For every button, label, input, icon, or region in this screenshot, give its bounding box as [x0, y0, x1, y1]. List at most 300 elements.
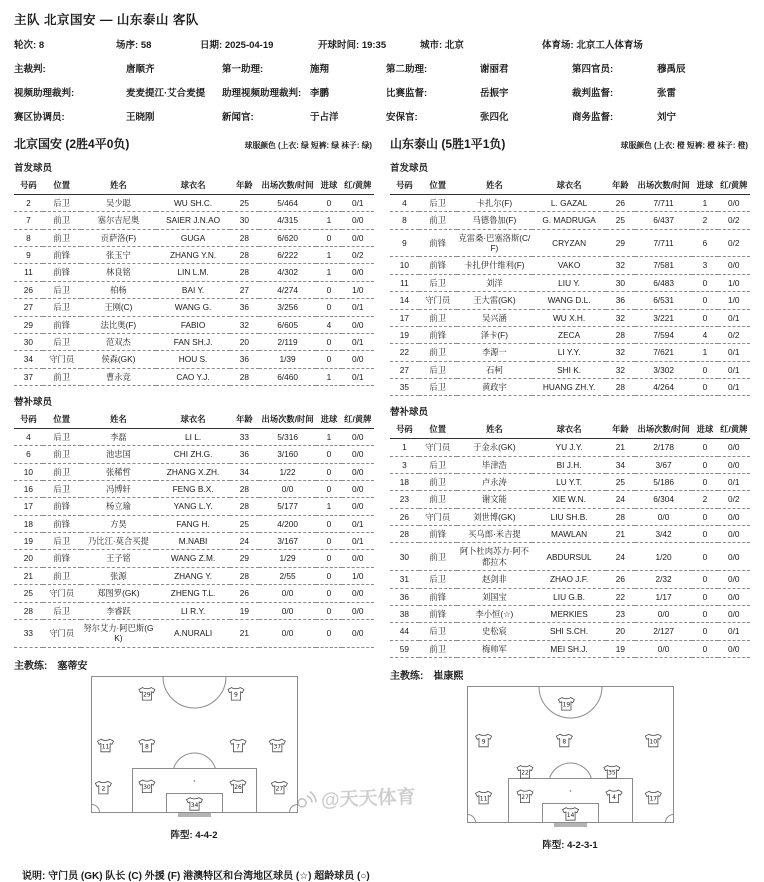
- cell: 前锋: [419, 526, 457, 543]
- cell: 后卫: [419, 571, 457, 588]
- cell: 1/29: [259, 550, 317, 567]
- table-row: [390, 491, 750, 508]
- cell: 0/0: [718, 640, 750, 657]
- cell: 28: [230, 567, 259, 584]
- cell: 前卫: [419, 212, 457, 229]
- cell: 1: [692, 195, 717, 212]
- column-header: 姓名: [457, 421, 533, 439]
- cell: 2: [692, 212, 717, 229]
- cell: 32: [606, 344, 635, 361]
- jersey-number: 17: [648, 795, 657, 803]
- penalty-spot: [569, 790, 571, 792]
- cell: 31: [390, 571, 419, 588]
- official-name: 刘宁: [657, 112, 677, 123]
- cell: 6/620: [259, 229, 317, 246]
- cell: 前锋: [43, 247, 81, 264]
- cell: 0/1: [342, 533, 374, 550]
- cell: 37: [14, 368, 43, 385]
- cell: 0: [692, 588, 717, 605]
- official-label: 商务监督:: [572, 112, 614, 123]
- team-column-away: [390, 135, 750, 851]
- cell: 28: [230, 498, 259, 515]
- cell: XIE W.N.: [532, 491, 606, 508]
- jersey-icon: [227, 687, 243, 700]
- cell: LU Y.T.: [532, 474, 606, 491]
- cell: 24: [606, 491, 635, 508]
- pitch-svg: [467, 686, 674, 828]
- cell: 3/67: [635, 456, 693, 473]
- cell: 36: [230, 299, 259, 316]
- cell: LIU Y.: [532, 274, 606, 291]
- team-column-home: [14, 135, 374, 851]
- cell: 29: [606, 229, 635, 257]
- cell: 4: [390, 195, 419, 212]
- meta-match-no: 场序: 58: [116, 40, 152, 51]
- table-row: [14, 602, 374, 619]
- cell: 0: [316, 481, 341, 498]
- cell: 后卫: [43, 533, 81, 550]
- cell: 1: [316, 498, 341, 515]
- column-header: 球衣名: [532, 421, 606, 439]
- cell: 0: [692, 605, 717, 622]
- official-name: 唐顺齐: [126, 64, 155, 75]
- cell: 贡萨洛(F): [81, 229, 157, 246]
- cell: 18: [14, 515, 43, 532]
- table-row: [390, 640, 750, 657]
- table-header-row: [390, 177, 750, 195]
- cell: 吴少聪: [81, 195, 157, 212]
- table-row: [14, 498, 374, 515]
- cell: M.NABI: [156, 533, 230, 550]
- cell: 前卫: [43, 229, 81, 246]
- official-name: 张雷: [657, 88, 677, 99]
- cell: 0: [316, 463, 341, 480]
- column-header: 年龄: [606, 177, 635, 195]
- jersey-icon: [475, 791, 491, 804]
- cell: 19: [390, 326, 419, 343]
- subs-label: 替补球员: [390, 407, 429, 419]
- cell: 0/0: [718, 543, 750, 571]
- cell: YU J.Y.: [532, 439, 606, 456]
- cell: 马德鲁加(F): [457, 212, 533, 229]
- cell: 3/167: [259, 533, 317, 550]
- cell: 8: [390, 212, 419, 229]
- cell: VAKO: [532, 257, 606, 274]
- cell: 方昊: [81, 515, 157, 532]
- cell: 7/711: [635, 229, 693, 257]
- cell: 25: [14, 585, 43, 602]
- cell: 30: [230, 212, 259, 229]
- cell: 于金永(GK): [457, 439, 533, 456]
- cell: CAO Y.J.: [156, 368, 230, 385]
- cell: 0/1: [718, 361, 750, 378]
- cell: 守门员: [419, 439, 457, 456]
- cell: 36: [390, 588, 419, 605]
- cell: 冯博轩: [81, 481, 157, 498]
- cell: 34: [230, 463, 259, 480]
- cell: 前卫: [419, 474, 457, 491]
- subs-table: [390, 421, 750, 658]
- cell: 0: [316, 229, 341, 246]
- cell: 毕津浩: [457, 456, 533, 473]
- kit-colors: 球服颜色 (上衣: 橙 短裤: 橙 袜子: 橙): [620, 141, 748, 150]
- cell: 守门员: [419, 292, 457, 309]
- cell: A.NURALI: [156, 619, 230, 647]
- cell: 卡扎尔(F): [457, 195, 533, 212]
- jersey-icon: [645, 734, 661, 747]
- jersey-icon: [138, 687, 154, 700]
- cell: 前锋: [419, 257, 457, 274]
- jersey-number: 14: [566, 811, 574, 819]
- table-row: [390, 212, 750, 229]
- cell: 8: [14, 229, 43, 246]
- cell: 44: [390, 623, 419, 640]
- cell: 0/0: [259, 619, 317, 647]
- cell: 0/2: [342, 247, 374, 264]
- cell: WANG G.: [156, 299, 230, 316]
- jersey-number: 9: [481, 738, 486, 746]
- cell: YANG L.Y.: [156, 498, 230, 515]
- teams-section: [14, 135, 750, 851]
- cell: 6/605: [259, 316, 317, 333]
- starters-table: [390, 177, 750, 396]
- cell: 11: [390, 274, 419, 291]
- cell: 0/1: [342, 368, 374, 385]
- cell: 曹永竞: [81, 368, 157, 385]
- cell: 22: [390, 344, 419, 361]
- cell: CRYZAN: [532, 229, 606, 257]
- cell: WU X.H.: [532, 309, 606, 326]
- cell: 前锋: [419, 229, 457, 257]
- column-header: 红/黄牌: [342, 177, 374, 195]
- cell: 28: [14, 602, 43, 619]
- cell: 后卫: [419, 456, 457, 473]
- cell: 24: [230, 533, 259, 550]
- table-row: [14, 481, 374, 498]
- cell: 前锋: [419, 326, 457, 343]
- cell: 塞尔吉尼奥: [81, 212, 157, 229]
- cell: ABDURSUL: [532, 543, 606, 571]
- cell: 4/274: [259, 281, 317, 298]
- table-row: [14, 428, 374, 445]
- cell: 王大雷(GK): [457, 292, 533, 309]
- table-row: [14, 212, 374, 229]
- column-header: 进球: [692, 177, 717, 195]
- column-header: 号码: [390, 177, 419, 195]
- cell: 前卫: [43, 567, 81, 584]
- jersey-icon: [230, 780, 246, 793]
- jersey-number: 8: [144, 743, 149, 751]
- official-label: 第二助理:: [386, 64, 428, 75]
- cell: 29: [230, 550, 259, 567]
- cell: 6/531: [635, 292, 693, 309]
- cell: 0/1: [342, 333, 374, 350]
- cell: 6/483: [635, 274, 693, 291]
- cell: 2/178: [635, 439, 693, 456]
- cell: 6/222: [259, 247, 317, 264]
- cell: 1: [692, 344, 717, 361]
- cell: 10: [14, 463, 43, 480]
- cell: 林良铭: [81, 264, 157, 281]
- cell: 前卫: [43, 212, 81, 229]
- officials-row: [14, 61, 750, 75]
- cell: 0/0: [342, 316, 374, 333]
- cell: 4/200: [259, 515, 317, 532]
- cell: 1/17: [635, 588, 693, 605]
- cell: 李磊: [81, 428, 157, 445]
- jersey-number: 27: [520, 794, 529, 802]
- cell: 守门员: [43, 351, 81, 368]
- cell: 36: [606, 292, 635, 309]
- table-row: [14, 515, 374, 532]
- cell: 后卫: [419, 361, 457, 378]
- cell: 侯森(GK): [81, 351, 157, 368]
- cell: 张源: [81, 567, 157, 584]
- cell: LI R.Y.: [156, 602, 230, 619]
- column-header: 出场次数/时间: [259, 177, 317, 195]
- cell: WU SH.C.: [156, 195, 230, 212]
- meta-date: 日期: 2025-04-19: [200, 40, 274, 51]
- cell: ZHANG X.ZH.: [156, 463, 230, 480]
- cell: 0/2: [718, 326, 750, 343]
- jersey-number: 7: [235, 743, 240, 751]
- cell: 0: [692, 439, 717, 456]
- cell: FANG H.: [156, 515, 230, 532]
- table-row: [14, 316, 374, 333]
- official-name: 谢丽君: [480, 64, 509, 75]
- watermark-text: @天天体育: [320, 786, 416, 812]
- team-name: 山东泰山 (5胜1平1负): [390, 137, 506, 151]
- cell: SHI S.CH.: [532, 623, 606, 640]
- cell: 梅帅军: [457, 640, 533, 657]
- table-row: [390, 526, 750, 543]
- cell: 1: [390, 439, 419, 456]
- cell: 前卫: [419, 543, 457, 571]
- cell: 7/621: [635, 344, 693, 361]
- cell: 21: [230, 619, 259, 647]
- cell: 0/0: [342, 428, 374, 445]
- cell: HUANG ZH.Y.: [532, 378, 606, 395]
- cell: 后卫: [43, 602, 81, 619]
- cell: 7/581: [635, 257, 693, 274]
- cell: 乃比江·莫合买提: [81, 533, 157, 550]
- cell: 前卫: [43, 368, 81, 385]
- official-label: 第四官员:: [572, 64, 614, 75]
- cell: 0/1: [718, 344, 750, 361]
- jersey-number: 2: [100, 785, 105, 793]
- column-header: 年龄: [230, 411, 259, 429]
- cell: 0/0: [342, 481, 374, 498]
- cell: FABIO: [156, 316, 230, 333]
- jersey-icon: [138, 780, 154, 793]
- cell: 2: [14, 195, 43, 212]
- cell: ZHENG T.L.: [156, 585, 230, 602]
- jersey-icon: [517, 765, 533, 778]
- cell: MERKIES: [532, 605, 606, 622]
- column-header: 号码: [390, 421, 419, 439]
- cell: 0: [692, 474, 717, 491]
- jersey-icon: [645, 791, 661, 804]
- jersey-icon: [562, 808, 578, 821]
- cell: ZECA: [532, 326, 606, 343]
- cell: 0/0: [718, 526, 750, 543]
- cell: 0: [316, 351, 341, 368]
- cell: 前锋: [419, 588, 457, 605]
- table-row: [390, 361, 750, 378]
- table-row: [14, 351, 374, 368]
- table-row: [390, 571, 750, 588]
- coach-line: [14, 657, 374, 672]
- table-row: [390, 605, 750, 622]
- jersey-number: 19: [562, 701, 570, 709]
- jersey-number: 37: [272, 743, 281, 751]
- cell: 3: [692, 257, 717, 274]
- column-header: 红/黄牌: [718, 421, 750, 439]
- cell: 0/0: [635, 605, 693, 622]
- official-name: 穆禹辰: [657, 64, 686, 75]
- cell: 刘世博(GK): [457, 508, 533, 525]
- cell: 28: [606, 378, 635, 395]
- column-header: 进球: [692, 421, 717, 439]
- cell: 6: [692, 229, 717, 257]
- cell: 0/2: [718, 491, 750, 508]
- cell: 6: [14, 446, 43, 463]
- official-name: 张四化: [480, 112, 509, 123]
- column-header: 姓名: [457, 177, 533, 195]
- cell: LI L.: [156, 428, 230, 445]
- cell: SAIER J.N.AO: [156, 212, 230, 229]
- cell: 20: [230, 333, 259, 350]
- cell: 守门员: [43, 619, 81, 647]
- goal-bar: [554, 823, 587, 827]
- jersey-number: 10: [648, 738, 657, 746]
- cell: 2/119: [259, 333, 317, 350]
- table-row: [390, 309, 750, 326]
- cell: 0/2: [718, 212, 750, 229]
- cell: 后卫: [43, 428, 81, 445]
- cell: 32: [606, 309, 635, 326]
- cell: 27: [14, 299, 43, 316]
- cell: 李睿跃: [81, 602, 157, 619]
- cell: 21: [606, 526, 635, 543]
- coach-name: 崔康熙: [433, 670, 464, 682]
- column-header: 位置: [419, 421, 457, 439]
- jersey-icon: [558, 697, 574, 710]
- cell: 王刚(C): [81, 299, 157, 316]
- pitch-diagram: [390, 686, 750, 828]
- cell: 0/1: [718, 474, 750, 491]
- official-name: 麦麦提江·艾合麦提: [126, 88, 206, 99]
- cell: 26: [606, 571, 635, 588]
- cell: 36: [230, 351, 259, 368]
- cell: ZHANG Y.N.: [156, 247, 230, 264]
- team-header: [14, 135, 374, 152]
- table-row: [14, 585, 374, 602]
- coach-label: 主教练:: [390, 670, 424, 682]
- cell: 1: [316, 368, 341, 385]
- cell: 0: [692, 274, 717, 291]
- cell: 1: [316, 247, 341, 264]
- cell: 5/177: [259, 498, 317, 515]
- starters-label: 首发球员: [390, 163, 429, 174]
- cell: 3: [390, 456, 419, 473]
- table-row: [390, 344, 750, 361]
- cell: 5/316: [259, 428, 317, 445]
- table-row: [14, 550, 374, 567]
- cell: 0: [316, 602, 341, 619]
- jersey-icon: [230, 739, 246, 752]
- pitch-diagram: [14, 676, 374, 818]
- table-row: [14, 533, 374, 550]
- cell: 后卫: [43, 299, 81, 316]
- cell: 前卫: [419, 491, 457, 508]
- cell: HOU S.: [156, 351, 230, 368]
- official-label: 裁判监督:: [572, 88, 614, 99]
- cell: BI J.H.: [532, 456, 606, 473]
- cell: 28: [230, 247, 259, 264]
- cell: 0: [316, 446, 341, 463]
- cell: 25: [230, 515, 259, 532]
- table-row: [14, 446, 374, 463]
- cell: 0/1: [718, 309, 750, 326]
- subs-table: [14, 411, 374, 648]
- cell: 1/0: [718, 274, 750, 291]
- cell: 35: [390, 378, 419, 395]
- cell: 0: [692, 526, 717, 543]
- cell: 0/0: [259, 585, 317, 602]
- table-row: [14, 619, 374, 647]
- cell: 前锋: [43, 264, 81, 281]
- official-label: 第一助理:: [222, 64, 264, 75]
- cell: 19: [606, 640, 635, 657]
- table-row: [390, 439, 750, 456]
- cell: 0/0: [342, 351, 374, 368]
- cell: GUGA: [156, 229, 230, 246]
- cell: 24: [606, 543, 635, 571]
- cell: WANG D.L.: [532, 292, 606, 309]
- cell: 30: [14, 333, 43, 350]
- cell: 29: [14, 316, 43, 333]
- starters-label: 首发球员: [14, 163, 53, 174]
- column-header: 位置: [43, 411, 81, 429]
- cell: 28: [606, 326, 635, 343]
- cell: 4/302: [259, 264, 317, 281]
- cell: 4: [692, 326, 717, 343]
- penalty-spot: [193, 780, 195, 782]
- match-meta: [14, 37, 750, 51]
- cell: LI Y.Y.: [532, 344, 606, 361]
- cell: 7: [14, 212, 43, 229]
- jersey-number: 4: [611, 794, 616, 802]
- table-row: [14, 567, 374, 584]
- cell: 0/2: [718, 229, 750, 257]
- jersey-number: 35: [607, 769, 616, 777]
- jersey-number: 11: [479, 795, 487, 803]
- cell: 柏杨: [81, 281, 157, 298]
- table-row: [14, 463, 374, 480]
- cell: 34: [606, 456, 635, 473]
- cell: 0/0: [342, 585, 374, 602]
- meta-kickoff: 开球时间: 19:35: [318, 40, 387, 51]
- table-row: [14, 333, 374, 350]
- cell: 买乌郎·米吉提: [457, 526, 533, 543]
- cell: 2/127: [635, 623, 693, 640]
- cell: 32: [230, 316, 259, 333]
- table-row: [390, 508, 750, 525]
- cell: 0: [316, 533, 341, 550]
- cell: 3/160: [259, 446, 317, 463]
- cell: 0/0: [342, 446, 374, 463]
